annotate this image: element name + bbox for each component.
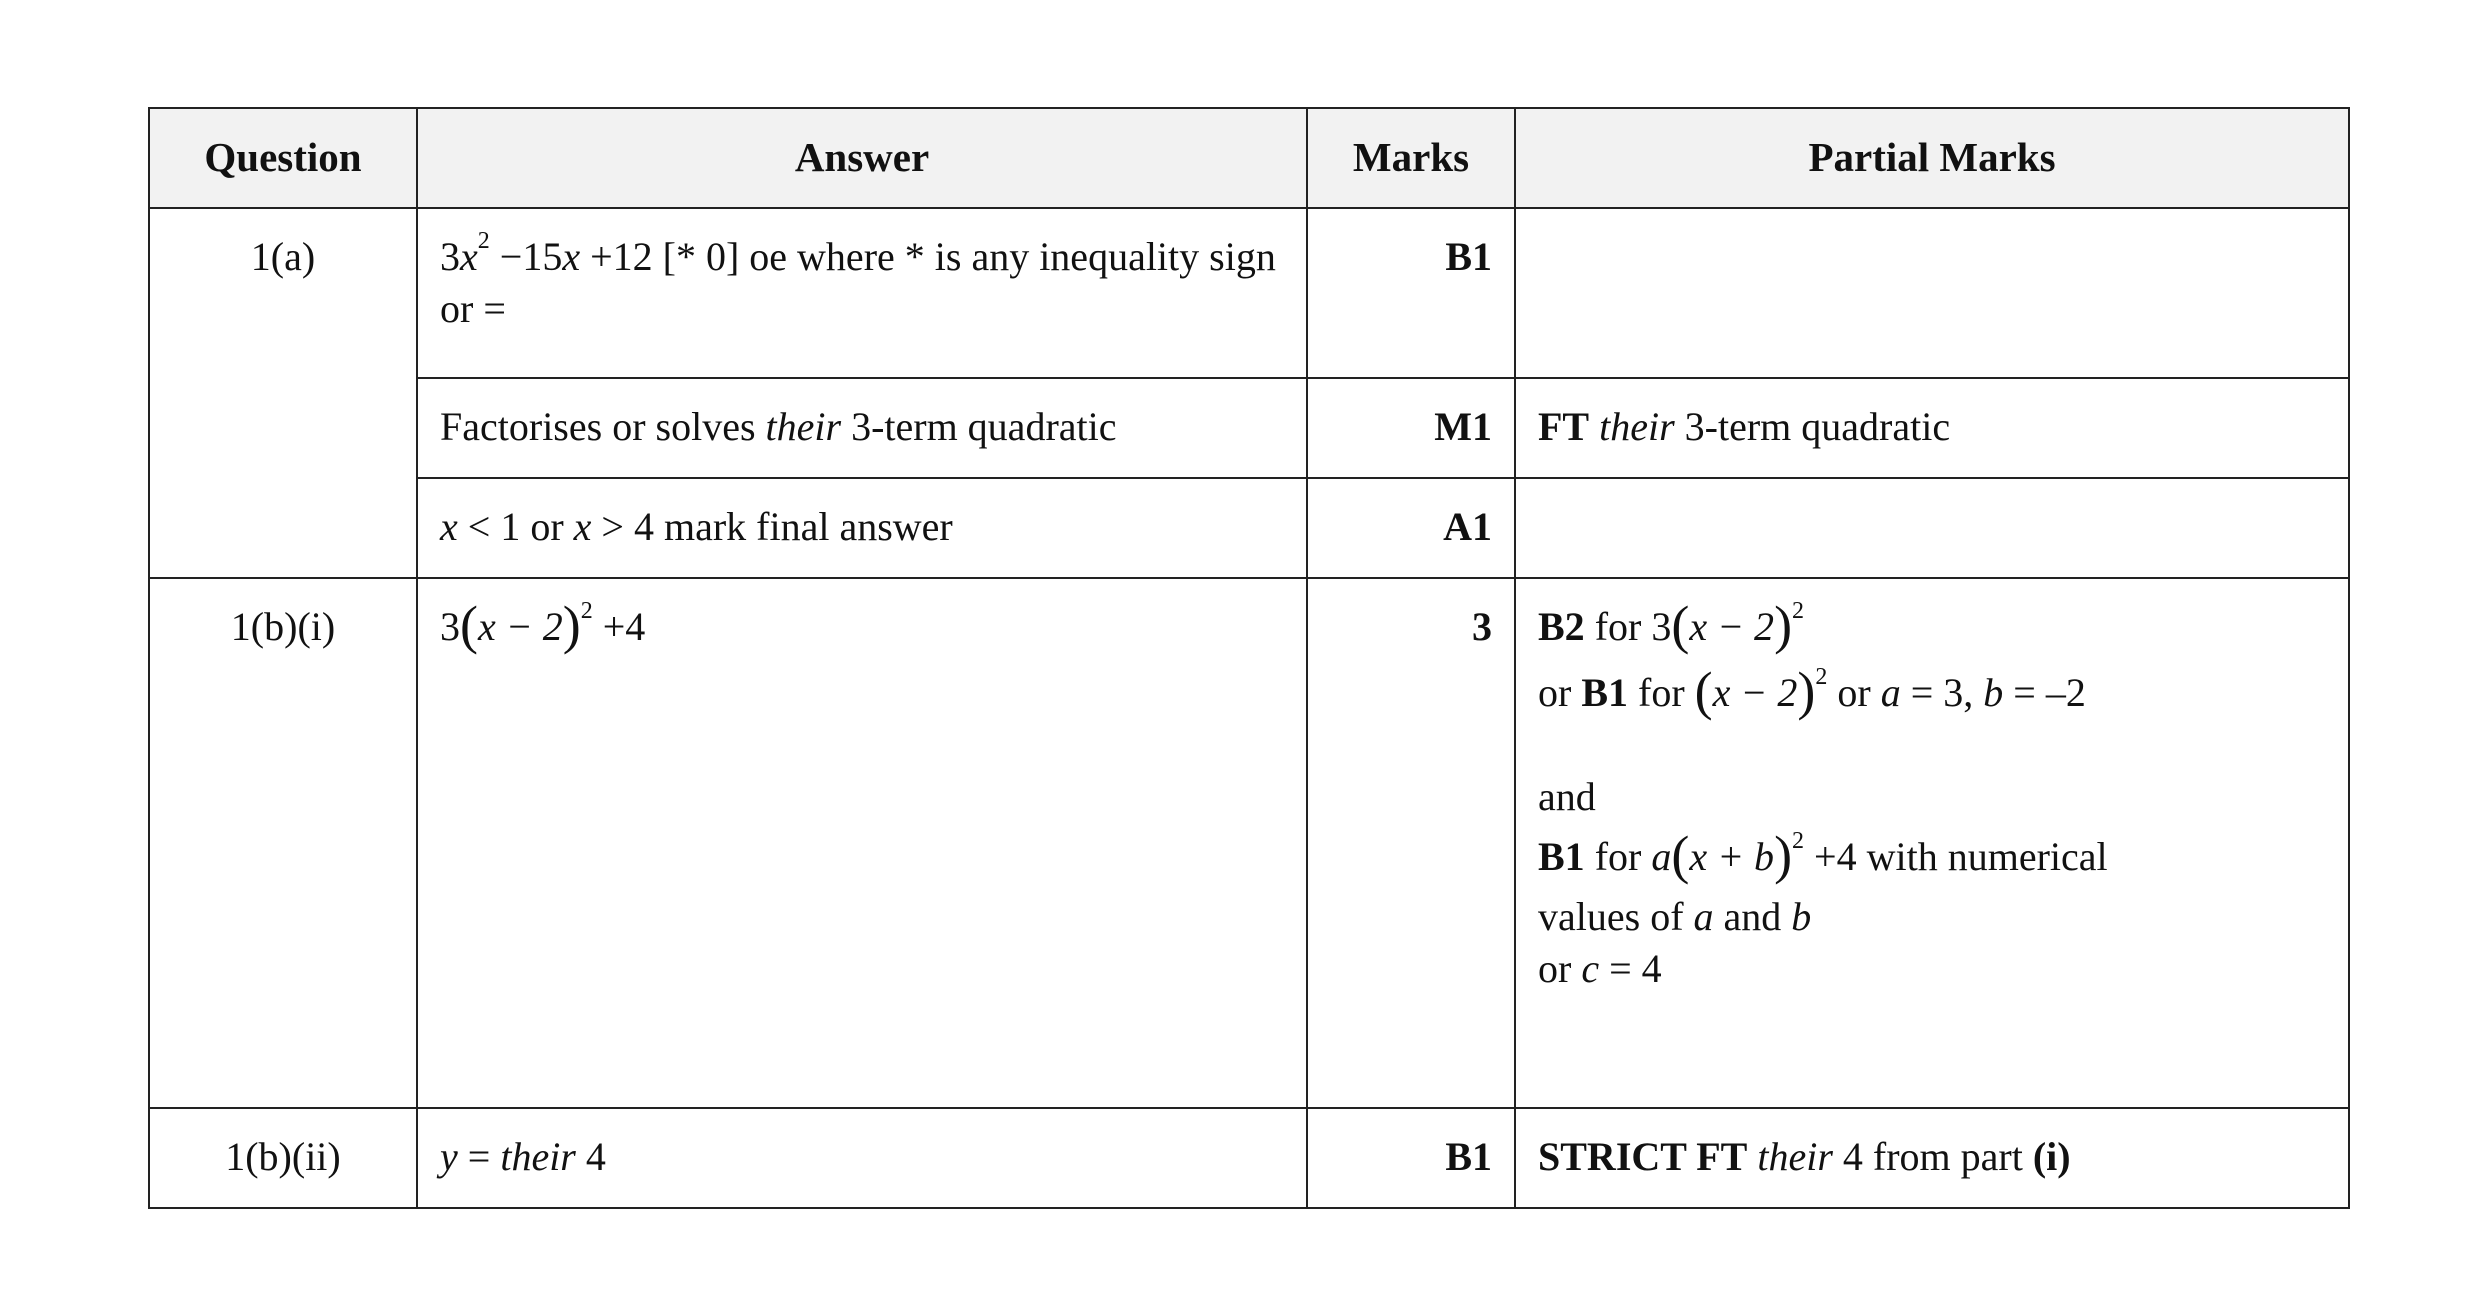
partial-marks-cell — [1515, 378, 2349, 478]
partial-inner: x + b — [1689, 834, 1775, 879]
partial-line — [1538, 595, 2328, 655]
header-answer: Answer — [417, 108, 1307, 208]
answer-coefficient: 3 — [440, 604, 460, 649]
answer-text: Factorises or solves — [440, 404, 766, 449]
answer-cell — [417, 208, 1307, 378]
answer-cell — [417, 578, 1307, 1108]
answer-variable: x — [573, 504, 592, 549]
partial-text: 3-term quadratic — [1674, 404, 1951, 449]
partial-bold: STRICT FT — [1538, 1134, 1748, 1179]
answer-variable: x — [460, 234, 478, 279]
marks-cell: B1 — [1307, 1108, 1515, 1208]
answer-text: < 1 or — [457, 504, 574, 549]
question-cell: 1(b)(i) — [149, 578, 417, 1108]
partial-text: for — [1628, 670, 1695, 715]
marks-cell: B1 — [1307, 208, 1515, 378]
partial-line — [1538, 825, 2328, 885]
close-paren: ) — [1774, 595, 1793, 655]
partial-exponent: 2 — [1792, 598, 1805, 624]
question-cell: 1(b)(ii) — [149, 1108, 417, 1208]
marks-cell: 3 — [1307, 578, 1515, 1108]
answer-cell — [417, 378, 1307, 478]
marks-cell: M1 — [1307, 378, 1515, 478]
partial-bold: (i) — [2032, 1134, 2071, 1179]
partial-line — [1538, 661, 2328, 721]
partial-marks-cell — [1515, 208, 2349, 378]
partial-variable: a — [1651, 834, 1672, 879]
partial-exponent: 2 — [1792, 828, 1805, 854]
partial-marks-cell — [1515, 1108, 2349, 1208]
partial-variable: a — [1880, 670, 1901, 715]
partial-text: values of — [1538, 894, 1694, 939]
close-paren: ) — [562, 595, 581, 655]
partial-inner: x − 2 — [1712, 670, 1798, 715]
partial-variable: b — [1791, 894, 1812, 939]
close-paren: ) — [1774, 825, 1793, 885]
answer-tail: +4 — [592, 604, 646, 649]
answer-remainder: +12 [* 0] oe where * is any inequality sign or = — [440, 234, 1276, 331]
question-cell: 1(a) — [149, 208, 417, 578]
table-row — [149, 378, 2349, 478]
partial-text: = 4 — [1599, 946, 1662, 991]
answer-variable: x — [562, 234, 581, 279]
partial-text: for 3 — [1584, 604, 1672, 649]
partial-bold: B2 — [1538, 604, 1585, 649]
table-row — [149, 1108, 2349, 1208]
answer-emphasis: their — [765, 404, 842, 449]
partial-variable: b — [1983, 670, 2004, 715]
answer-emphasis: their — [500, 1134, 576, 1179]
answer-exponent: 2 — [477, 228, 490, 254]
partial-emphasis: their — [1599, 404, 1675, 449]
header-marks: Marks — [1307, 108, 1515, 208]
partial-emphasis: their — [1757, 1134, 1833, 1179]
spacer — [1538, 719, 2328, 771]
partial-text: or — [1827, 670, 1881, 715]
partial-text: or — [1538, 670, 1582, 715]
partial-text: or — [1538, 946, 1582, 991]
answer-text: > 4 mark final answer — [591, 504, 953, 549]
answer-text: 4 — [575, 1134, 606, 1179]
answer-term: −15 — [489, 234, 563, 279]
partial-line: and — [1538, 774, 1596, 819]
answer-exponent: 2 — [580, 598, 593, 624]
answer-text: = — [457, 1134, 501, 1179]
close-paren: ) — [1797, 661, 1816, 721]
answer-variable: y — [440, 1134, 458, 1179]
answer-coefficient: 3 — [440, 234, 460, 279]
partial-bold: B1 — [1581, 670, 1629, 715]
partial-text: 4 from part — [1832, 1134, 2033, 1179]
answer-cell — [417, 478, 1307, 578]
partial-bold: FT — [1538, 404, 1590, 449]
partial-text: +4 with numerical — [1804, 834, 2108, 879]
partial-text: = –2 — [2003, 670, 2086, 715]
header-partial-marks: Partial Marks — [1515, 108, 2349, 208]
partial-variable: c — [1581, 946, 1600, 991]
answer-variable: x — [440, 504, 458, 549]
open-paren: ( — [1694, 661, 1713, 721]
answer-inner: x − 2 — [477, 604, 563, 649]
partial-variable: a — [1693, 894, 1714, 939]
partial-inner: x − 2 — [1689, 604, 1775, 649]
mark-scheme-table — [148, 107, 2350, 1209]
partial-exponent: 2 — [1815, 664, 1828, 690]
partial-bold: B1 — [1538, 834, 1585, 879]
table-row — [149, 478, 2349, 578]
partial-text: for — [1584, 834, 1652, 879]
partial-text: and — [1713, 894, 1792, 939]
partial-line — [1538, 891, 2328, 943]
partial-text: = 3, — [1900, 670, 1984, 715]
answer-cell — [417, 1108, 1307, 1208]
partial-marks-cell — [1515, 478, 2349, 578]
partial-line — [1538, 943, 2328, 995]
header-question: Question — [149, 108, 417, 208]
open-paren: ( — [1671, 825, 1690, 885]
table-row — [149, 208, 2349, 378]
marks-cell: A1 — [1307, 478, 1515, 578]
header-row — [149, 108, 2349, 208]
table-row — [149, 578, 2349, 1108]
answer-text: 3-term quadratic — [841, 404, 1117, 449]
partial-marks-cell — [1515, 578, 2349, 1108]
open-paren: ( — [460, 595, 478, 655]
open-paren: ( — [1671, 595, 1690, 655]
